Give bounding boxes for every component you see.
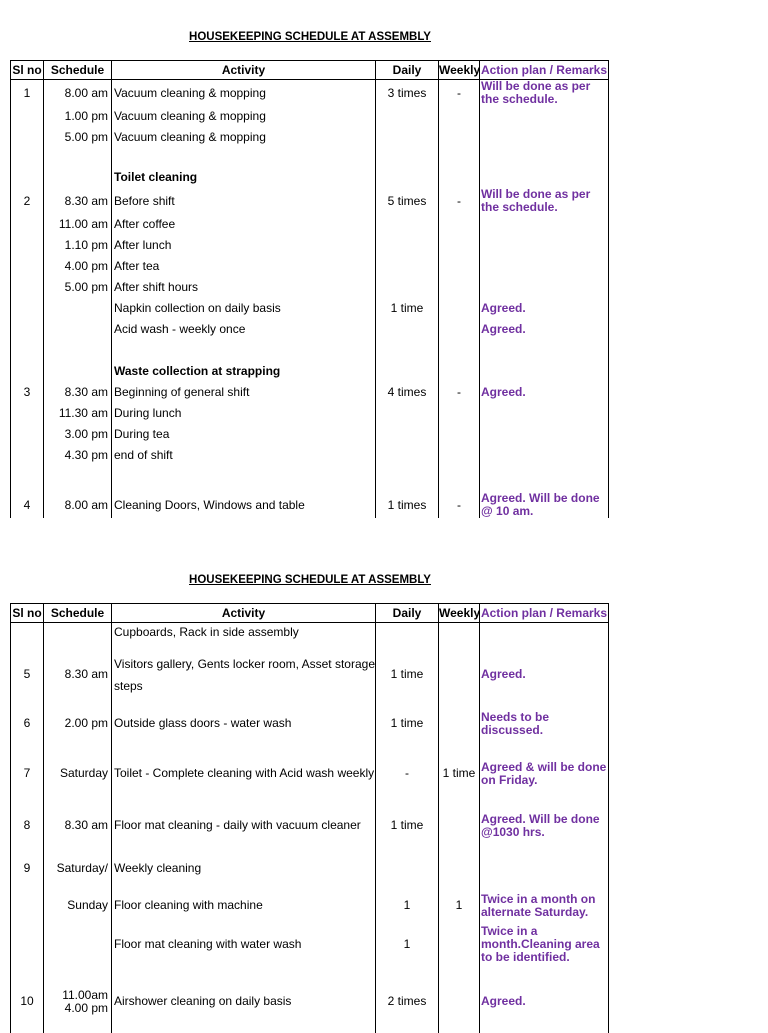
daily-cell — [376, 424, 439, 445]
header-remarks: Action plan / Remarks — [480, 604, 609, 623]
daily-cell — [376, 445, 439, 466]
schedule-cell: 4.30 pm — [44, 445, 112, 466]
sl-no-cell: 5 — [11, 643, 44, 707]
daily-cell — [376, 466, 439, 492]
schedule-cell — [44, 466, 112, 492]
weekly-cell — [439, 319, 480, 340]
schedule-cell: Saturday — [44, 741, 112, 807]
activity-cell: Toilet - Complete cleaning with Acid wash weekly — [112, 741, 376, 807]
schedule-cell: 1.00 pm — [44, 106, 112, 127]
sl-no-cell — [11, 235, 44, 256]
schedule-cell — [44, 361, 112, 382]
header-schedule: Schedule — [44, 61, 112, 80]
weekly-cell: - — [439, 80, 480, 107]
sl-no-cell — [11, 214, 44, 235]
sl-no-cell: 2 — [11, 188, 44, 214]
schedule-cell: 8.30 am — [44, 188, 112, 214]
activity-cell: Floor mat cleaning with water wash — [112, 919, 376, 971]
table-row — [11, 148, 609, 167]
remarks-cell — [480, 148, 609, 167]
schedule-cell: 3.00 pm — [44, 424, 112, 445]
header-daily: Daily — [376, 604, 439, 623]
daily-cell — [376, 256, 439, 277]
remarks-cell — [480, 127, 609, 148]
daily-cell — [376, 167, 439, 188]
remarks-cell: Agreed. Will be done @ 10 am. — [480, 492, 609, 518]
header-daily: Daily — [376, 61, 439, 80]
daily-cell — [376, 361, 439, 382]
table-row — [11, 214, 609, 235]
remarks-cell — [480, 424, 609, 445]
daily-cell — [376, 277, 439, 298]
activity-cell: During lunch — [112, 403, 376, 424]
daily-cell — [376, 106, 439, 127]
schedule-cell — [44, 319, 112, 340]
remarks-cell: Twice in a month on alternate Saturday. — [480, 893, 609, 919]
weekly-cell — [439, 403, 480, 424]
weekly-cell — [439, 445, 480, 466]
schedule-table-2 — [10, 603, 609, 1033]
table-row — [11, 298, 609, 319]
weekly-cell — [439, 643, 480, 707]
remarks-cell: Agreed. — [480, 298, 609, 319]
remarks-cell — [480, 256, 609, 277]
daily-cell: 1 — [376, 919, 439, 971]
weekly-cell — [439, 707, 480, 741]
sl-no-cell — [11, 256, 44, 277]
sl-no-cell: 4 — [11, 492, 44, 518]
sl-no-cell — [11, 403, 44, 424]
activity-cell: After tea — [112, 256, 376, 277]
schedule-cell — [44, 167, 112, 188]
sl-no-cell: 1 — [11, 80, 44, 107]
weekly-cell — [439, 235, 480, 256]
daily-cell: 1 time — [376, 807, 439, 845]
schedule-cell: 11.00am 4.00 pm — [44, 971, 112, 1033]
daily-cell: 1 time — [376, 643, 439, 707]
remarks-cell: Agreed. — [480, 319, 609, 340]
remarks-cell — [480, 106, 609, 127]
weekly-cell — [439, 277, 480, 298]
table-row — [11, 707, 609, 741]
sl-no-cell: 7 — [11, 741, 44, 807]
activity-cell: Vacuum cleaning & mopping — [112, 80, 376, 107]
table-row — [11, 403, 609, 424]
daily-cell — [376, 235, 439, 256]
table-row — [11, 127, 609, 148]
activity-cell: Weekly cleaning — [112, 845, 376, 893]
daily-cell — [376, 403, 439, 424]
sl-no-cell: 6 — [11, 707, 44, 741]
header-activity: Activity — [112, 604, 376, 623]
activity-cell: Outside glass doors - water wash — [112, 707, 376, 741]
schedule-cell: Saturday/ — [44, 845, 112, 893]
header-sl-no: Sl no — [11, 61, 44, 80]
weekly-cell: - — [439, 188, 480, 214]
weekly-cell: 1 time — [439, 741, 480, 807]
daily-cell — [376, 148, 439, 167]
table-row — [11, 643, 609, 707]
remarks-cell — [480, 845, 609, 893]
daily-cell — [376, 214, 439, 235]
remarks-cell — [480, 403, 609, 424]
header-sl-no: Sl no — [11, 604, 44, 623]
weekly-cell — [439, 148, 480, 167]
sl-no-cell: 10 — [11, 971, 44, 1033]
sl-no-cell — [11, 148, 44, 167]
daily-cell: 4 times — [376, 382, 439, 403]
sl-no-cell: 8 — [11, 807, 44, 845]
weekly-cell — [439, 214, 480, 235]
table-row — [11, 919, 609, 971]
remarks-cell — [480, 623, 609, 643]
schedule-cell: 5.00 pm — [44, 277, 112, 298]
schedule-cell: 4.00 pm — [44, 256, 112, 277]
schedule-cell: 8.00 am — [44, 492, 112, 518]
daily-cell: 1 time — [376, 707, 439, 741]
schedule-cell — [44, 340, 112, 361]
table-row — [11, 80, 609, 107]
sl-no-cell — [11, 298, 44, 319]
activity-cell — [112, 466, 376, 492]
table-row — [11, 361, 609, 382]
page-title-2: HOUSEKEEPING SCHEDULE AT ASSEMBLY — [189, 574, 431, 586]
schedule-cell: 1.10 pm — [44, 235, 112, 256]
remarks-cell — [480, 466, 609, 492]
schedule-cell: 11.00 am — [44, 214, 112, 235]
weekly-cell — [439, 919, 480, 971]
daily-cell — [376, 845, 439, 893]
sl-no-cell — [11, 340, 44, 361]
remarks-cell: Agreed. — [480, 971, 609, 1033]
schedule-cell — [44, 919, 112, 971]
schedule-table-1 — [10, 60, 609, 518]
sl-no-cell — [11, 127, 44, 148]
table-row — [11, 492, 609, 518]
table-row — [11, 319, 609, 340]
weekly-cell — [439, 466, 480, 492]
sl-no-cell — [11, 623, 44, 643]
weekly-cell — [439, 167, 480, 188]
weekly-cell — [439, 971, 480, 1033]
table-row — [11, 424, 609, 445]
schedule-cell: 8.30 am — [44, 643, 112, 707]
activity-cell: Before shift — [112, 188, 376, 214]
activity-cell: During tea — [112, 424, 376, 445]
table-row — [11, 845, 609, 893]
sl-no-cell: 3 — [11, 382, 44, 403]
table-header — [11, 61, 609, 80]
header-activity: Activity — [112, 61, 376, 80]
sl-no-cell — [11, 424, 44, 445]
schedule-cell: 8.30 am — [44, 807, 112, 845]
schedule-cell: Sunday — [44, 893, 112, 919]
table-row — [11, 971, 609, 1033]
table-row — [11, 893, 609, 919]
daily-cell — [376, 340, 439, 361]
remarks-cell — [480, 340, 609, 361]
table-row — [11, 807, 609, 845]
header-weekly: Weekly — [439, 61, 480, 80]
sl-no-cell — [11, 277, 44, 298]
schedule-cell: 2.00 pm — [44, 707, 112, 741]
remarks-cell — [480, 235, 609, 256]
sl-no-cell — [11, 106, 44, 127]
sl-no-cell — [11, 466, 44, 492]
daily-cell: 2 times — [376, 971, 439, 1033]
activity-cell: Floor cleaning with machine — [112, 893, 376, 919]
weekly-cell — [439, 424, 480, 445]
sl-no-cell — [11, 919, 44, 971]
header-weekly: Weekly — [439, 604, 480, 623]
activity-cell — [112, 148, 376, 167]
weekly-cell — [439, 361, 480, 382]
weekly-cell: 1 — [439, 893, 480, 919]
table-row — [11, 277, 609, 298]
table-row — [11, 106, 609, 127]
activity-cell: Cleaning Doors, Windows and table — [112, 492, 376, 518]
activity-cell: Beginning of general shift — [112, 382, 376, 403]
schedule-cell — [44, 148, 112, 167]
weekly-cell: - — [439, 492, 480, 518]
sl-no-cell — [11, 361, 44, 382]
weekly-cell — [439, 807, 480, 845]
weekly-cell — [439, 623, 480, 643]
table-row — [11, 235, 609, 256]
schedule-cell: 8.30 am — [44, 382, 112, 403]
schedule-cell: 5.00 pm — [44, 127, 112, 148]
daily-cell: 3 times — [376, 80, 439, 107]
activity-cell: Toilet cleaning — [112, 167, 376, 188]
sl-no-cell — [11, 893, 44, 919]
remarks-cell: Twice in a month.Cleaning area to be identified. — [480, 919, 609, 971]
weekly-cell — [439, 106, 480, 127]
remarks-cell: Needs to be discussed. — [480, 707, 609, 741]
table-row — [11, 340, 609, 361]
activity-cell: Vacuum cleaning & mopping — [112, 106, 376, 127]
activity-cell: end of shift — [112, 445, 376, 466]
table-row — [11, 445, 609, 466]
activity-cell: Floor mat cleaning - daily with vacuum cleaner — [112, 807, 376, 845]
schedule-cell: 11.30 am — [44, 403, 112, 424]
activity-cell: Visitors gallery, Gents locker room, Asset storage steps — [112, 643, 376, 707]
table-header — [11, 604, 609, 623]
activity-cell: Napkin collection on daily basis — [112, 298, 376, 319]
weekly-cell — [439, 340, 480, 361]
daily-cell — [376, 127, 439, 148]
remarks-cell: Agreed. Will be done @1030 hrs. — [480, 807, 609, 845]
daily-cell: 5 times — [376, 188, 439, 214]
daily-cell — [376, 319, 439, 340]
remarks-cell: Agreed. — [480, 382, 609, 403]
table-row — [11, 188, 609, 214]
activity-cell: Waste collection at strapping — [112, 361, 376, 382]
header-schedule: Schedule — [44, 604, 112, 623]
table-row — [11, 167, 609, 188]
remarks-cell: Will be done as per the schedule. — [480, 80, 609, 107]
table-row — [11, 741, 609, 807]
header-remarks: Action plan / Remarks — [480, 61, 609, 80]
activity-cell: Vacuum cleaning & mopping — [112, 127, 376, 148]
activity-cell: Cupboards, Rack in side assembly — [112, 623, 376, 643]
table-row — [11, 623, 609, 643]
remarks-cell — [480, 167, 609, 188]
remarks-cell: Will be done as per the schedule. — [480, 188, 609, 214]
activity-cell: Airshower cleaning on daily basis — [112, 971, 376, 1033]
schedule-cell: 8.00 am — [44, 80, 112, 107]
sl-no-cell — [11, 167, 44, 188]
remarks-cell — [480, 361, 609, 382]
daily-cell: 1 — [376, 893, 439, 919]
activity-cell: After lunch — [112, 235, 376, 256]
remarks-cell — [480, 214, 609, 235]
daily-cell: 1 times — [376, 492, 439, 518]
table-row — [11, 382, 609, 403]
weekly-cell — [439, 298, 480, 319]
schedule-cell — [44, 298, 112, 319]
daily-cell — [376, 623, 439, 643]
activity-cell: After shift hours — [112, 277, 376, 298]
activity-cell — [112, 340, 376, 361]
schedule-cell — [44, 623, 112, 643]
weekly-cell: - — [439, 382, 480, 403]
daily-cell: 1 time — [376, 298, 439, 319]
activity-cell: After coffee — [112, 214, 376, 235]
sl-no-cell — [11, 445, 44, 466]
sl-no-cell: 9 — [11, 845, 44, 893]
weekly-cell — [439, 256, 480, 277]
weekly-cell — [439, 845, 480, 893]
remarks-cell: Agreed. — [480, 643, 609, 707]
table-row — [11, 256, 609, 277]
daily-cell: - — [376, 741, 439, 807]
remarks-cell — [480, 277, 609, 298]
activity-cell: Acid wash - weekly once — [112, 319, 376, 340]
remarks-cell: Agreed & will be done on Friday. — [480, 741, 609, 807]
remarks-cell — [480, 445, 609, 466]
sl-no-cell — [11, 319, 44, 340]
page-title: HOUSEKEEPING SCHEDULE AT ASSEMBLY — [189, 31, 431, 43]
weekly-cell — [439, 127, 480, 148]
table-row — [11, 466, 609, 492]
